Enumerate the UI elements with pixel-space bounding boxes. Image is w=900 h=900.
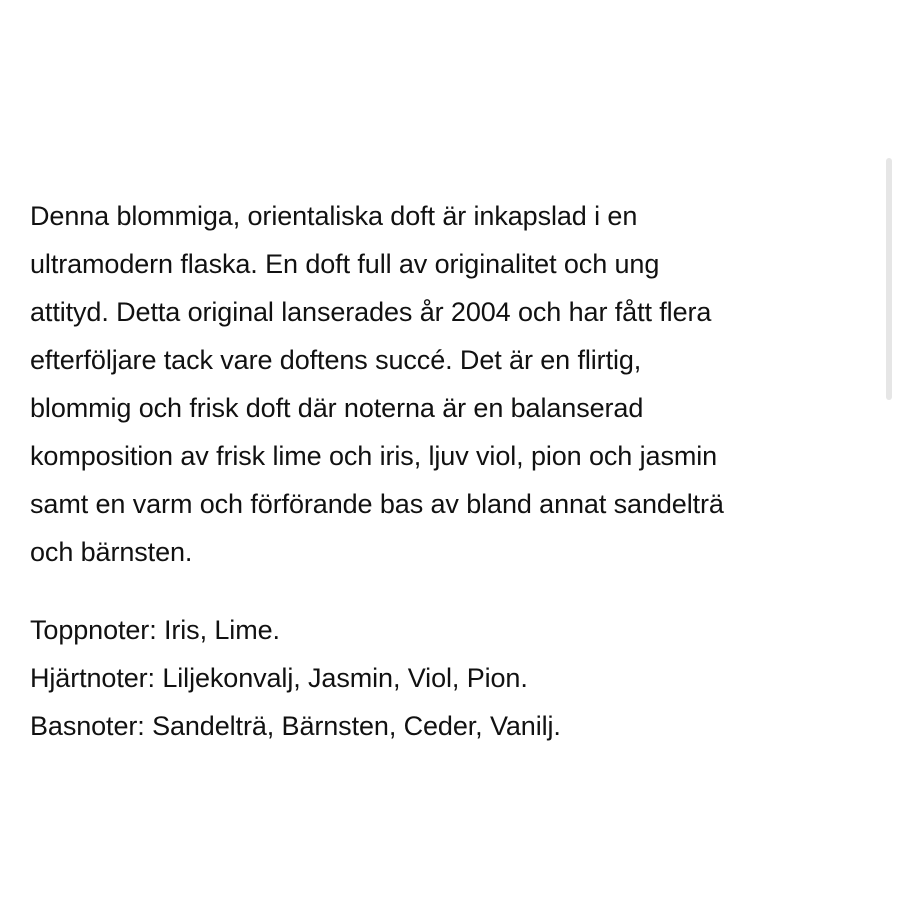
scrollbar[interactable] — [886, 158, 892, 400]
description-line-5: blommig och frisk doft där noterna är en balanserad — [30, 393, 644, 423]
product-description — [30, 192, 870, 750]
fragrance-notes — [30, 606, 870, 750]
description-line-2: ultramodern flaska. En doft full av originalitet och ung — [30, 249, 660, 279]
top-notes: Toppnoter: Iris, Lime. — [30, 615, 280, 645]
description-line-3: attityd. Detta original lanserades år 2004 och har fått flera — [30, 297, 712, 327]
description-paragraph — [30, 192, 870, 576]
description-line-1: Denna blommiga, orientaliska doft är inkapslad i en — [30, 201, 638, 231]
heart-notes: Hjärtnoter: Liljekonvalj, Jasmin, Viol, Pion. — [30, 663, 528, 693]
description-line-8: och bärnsten. — [30, 537, 193, 567]
description-line-6: komposition av frisk lime och iris, ljuv viol, pion och jasmin — [30, 441, 718, 471]
paragraph-spacer — [30, 576, 870, 606]
description-line-4: efterföljare tack vare doftens succé. Det är en flirtig, — [30, 345, 642, 375]
description-line-7: samt en varm och förförande bas av bland annat sandelträ — [30, 489, 724, 519]
base-notes: Basnoter: Sandelträ, Bärnsten, Ceder, Vanilj. — [30, 711, 561, 741]
